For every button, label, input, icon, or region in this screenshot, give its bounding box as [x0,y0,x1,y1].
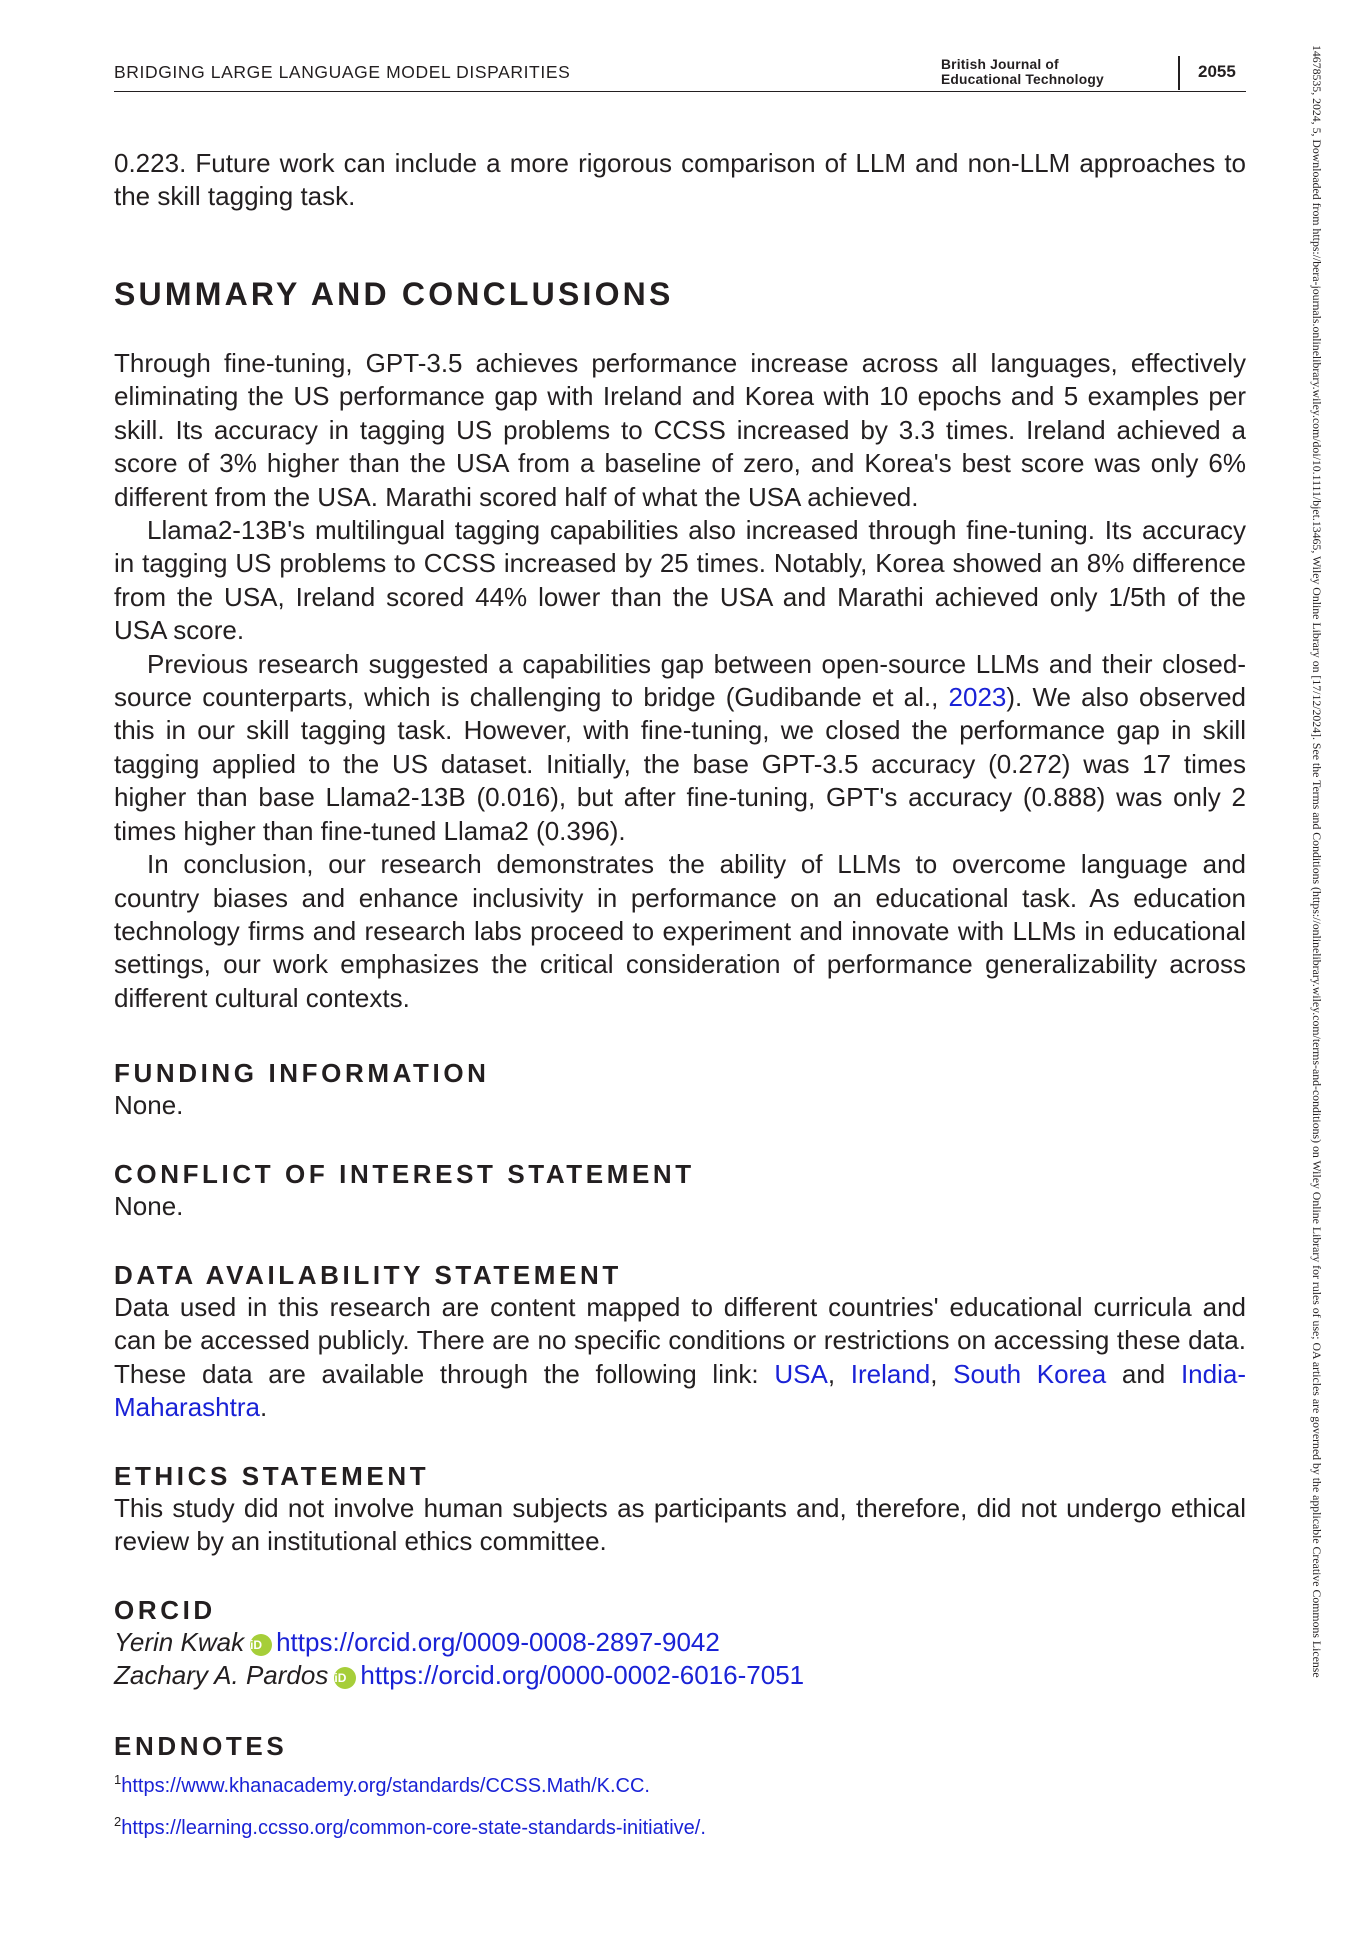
header-rule [114,91,1246,92]
summary-paragraph-4: In conclusion, our research demonstrates the ability of LLMs to overcome language and country biases and enhance inclusivity in performance on an educational task. As education technology firms and research labs proceed to experiment and innovate with LLMs in educational settings, our work emphasizes the critical consideration of performance generalizability across different cultural contexts. [114,849,1246,1013]
journal-name [941,57,1104,87]
period: . [259,1392,268,1423]
download-notice: 14678535, 2024, 5, Downloaded from https://bera-journals.onlinelibrary.wiley.com/doi/10.1111/bjet.13465, Wiley Online Library on [17/12/2024]. See the Terms and Conditions (https://onlinelibrary.wiley.com/terms-and-conditions) on Wiley Online Library for rules of use; OA articles are governed by the applicable Creative Commons License [1310,45,1324,1678]
funding-section [114,1057,1246,1122]
endnote-period: . [700,1817,706,1839]
intro-paragraph: 0.223. Future work can include a more rigorous comparison of LLM and non-LLM approaches to the skill tagging task. [114,148,1246,212]
ethics-section [114,1460,1246,1559]
separator: , [930,1358,954,1389]
endnote-item [114,1762,1246,1804]
link-india-maharashtra[interactable]: India-Maharashtra [114,1358,1246,1423]
journal-name-line1: British Journal of [941,57,1059,72]
endnote-period: . [644,1775,650,1797]
data-availability-body: Data used in this research are content mapped to different countries' educational curricula and can be accessed publicly. There are no specific conditions or restrictions on accessing these data. These data are available through the following link: [114,1292,1246,1389]
header-divider [1178,56,1180,90]
orcid-entry [114,1626,1246,1659]
summary-paragraph-2: Llama2-13B's multilingual tagging capabilities also increased through fine-tuning. Its accuracy in tagging US problems to CCSS increased by 25 times. Notably, Korea showed an 8% difference from the USA, Ireland scored 44% lower than the USA and Marathi achieved only 1/5th of the USA score. [114,515,1246,646]
page-number: 2055 [1198,62,1236,81]
p3-text-before: Previous research suggested a capabilities gap between open-source LLMs and their closed-source counterparts, which is challenging to bridge (Gudibande et al., [114,648,1246,713]
summary-body [114,347,1246,1015]
endnotes-section [114,1730,1246,1846]
endnote-link[interactable]: https://learning.ccsso.org/common-core-state-standards-initiative/ [121,1817,701,1839]
summary-section [114,276,1246,313]
funding-heading: FUNDING INFORMATION [114,1058,490,1088]
and-word: and [1106,1358,1181,1389]
summary-paragraph-3 [114,648,1246,848]
orcid-entry [114,1659,1246,1692]
ethics-text: This study did not involve human subjects as participants and, therefore, did not undergo ethical review by an institutional ethics committee. [114,1493,1246,1557]
data-availability-text [114,1291,1246,1425]
intro-block [114,147,1246,214]
link-usa[interactable]: USA [774,1358,828,1389]
link-south-korea[interactable]: South Korea [953,1358,1107,1389]
ethics-heading: ETHICS STATEMENT [114,1461,430,1491]
conflict-section [114,1158,1246,1223]
p3-text-after: ). We also observed this in our skill tagging task. However, with fine-tuning, we closed the performance gap in skill tagging applied to the US dataset. Initially, the base GPT-3.5 accuracy (0.272) was 17 times higher than base Llama2-13B (0.016), but after fine-tuning, GPT's accuracy (0.888) was only 2 times higher than fine-tuned Llama2 (0.396). [114,682,1246,846]
summary-paragraph-1: Through fine-tuning, GPT-3.5 achieves performance increase across all languages, effectively eliminating the US performance gap with Ireland and Korea with 10 epochs and 5 examples per skill. Its accuracy in tagging US problems to CCSS increased by 3.3 times. Ireland achieved a score of 3% higher than the USA from a baseline of zero, and Korea's best score was only 6% different from the USA. Marathi scored half of what the USA achieved. [114,348,1246,512]
summary-heading: SUMMARY AND CONCLUSIONS [114,276,674,312]
orcid-link[interactable]: https://orcid.org/0009-0008-2897-9042 [276,1627,720,1657]
data-availability-heading: DATA AVAILABILITY STATEMENT [114,1260,622,1290]
conflict-heading: CONFLICT OF INTEREST STATEMENT [114,1159,695,1189]
author-name: Zachary A. Pardos [114,1660,329,1691]
endnote-link[interactable]: https://www.khanacademy.org/standards/CCSS.Math/K.CC [121,1775,645,1797]
orcid-heading: ORCID [114,1595,216,1625]
journal-name-line2: Educational Technology [941,72,1104,87]
orcid-icon: iD [250,1634,272,1656]
endnote-number: 1 [114,1772,122,1787]
data-availability-section [114,1259,1246,1425]
citation-link-2023[interactable]: 2023 [948,682,1007,713]
conflict-text: None. [114,1191,184,1221]
endnote-item [114,1804,1246,1846]
orcid-icon: iD [334,1667,356,1689]
separator: , [827,1358,851,1389]
orcid-section [114,1594,1246,1693]
running-title: BRIDGING LARGE LANGUAGE MODEL DISPARITIES [114,62,571,82]
funding-text: None. [114,1090,184,1120]
link-ireland[interactable]: Ireland [850,1358,931,1389]
author-name: Yerin Kwak [114,1627,245,1657]
orcid-link[interactable]: https://orcid.org/0000-0002-6016-7051 [360,1660,805,1691]
endnote-number: 2 [114,1814,122,1829]
endnotes-heading: ENDNOTES [114,1731,288,1761]
